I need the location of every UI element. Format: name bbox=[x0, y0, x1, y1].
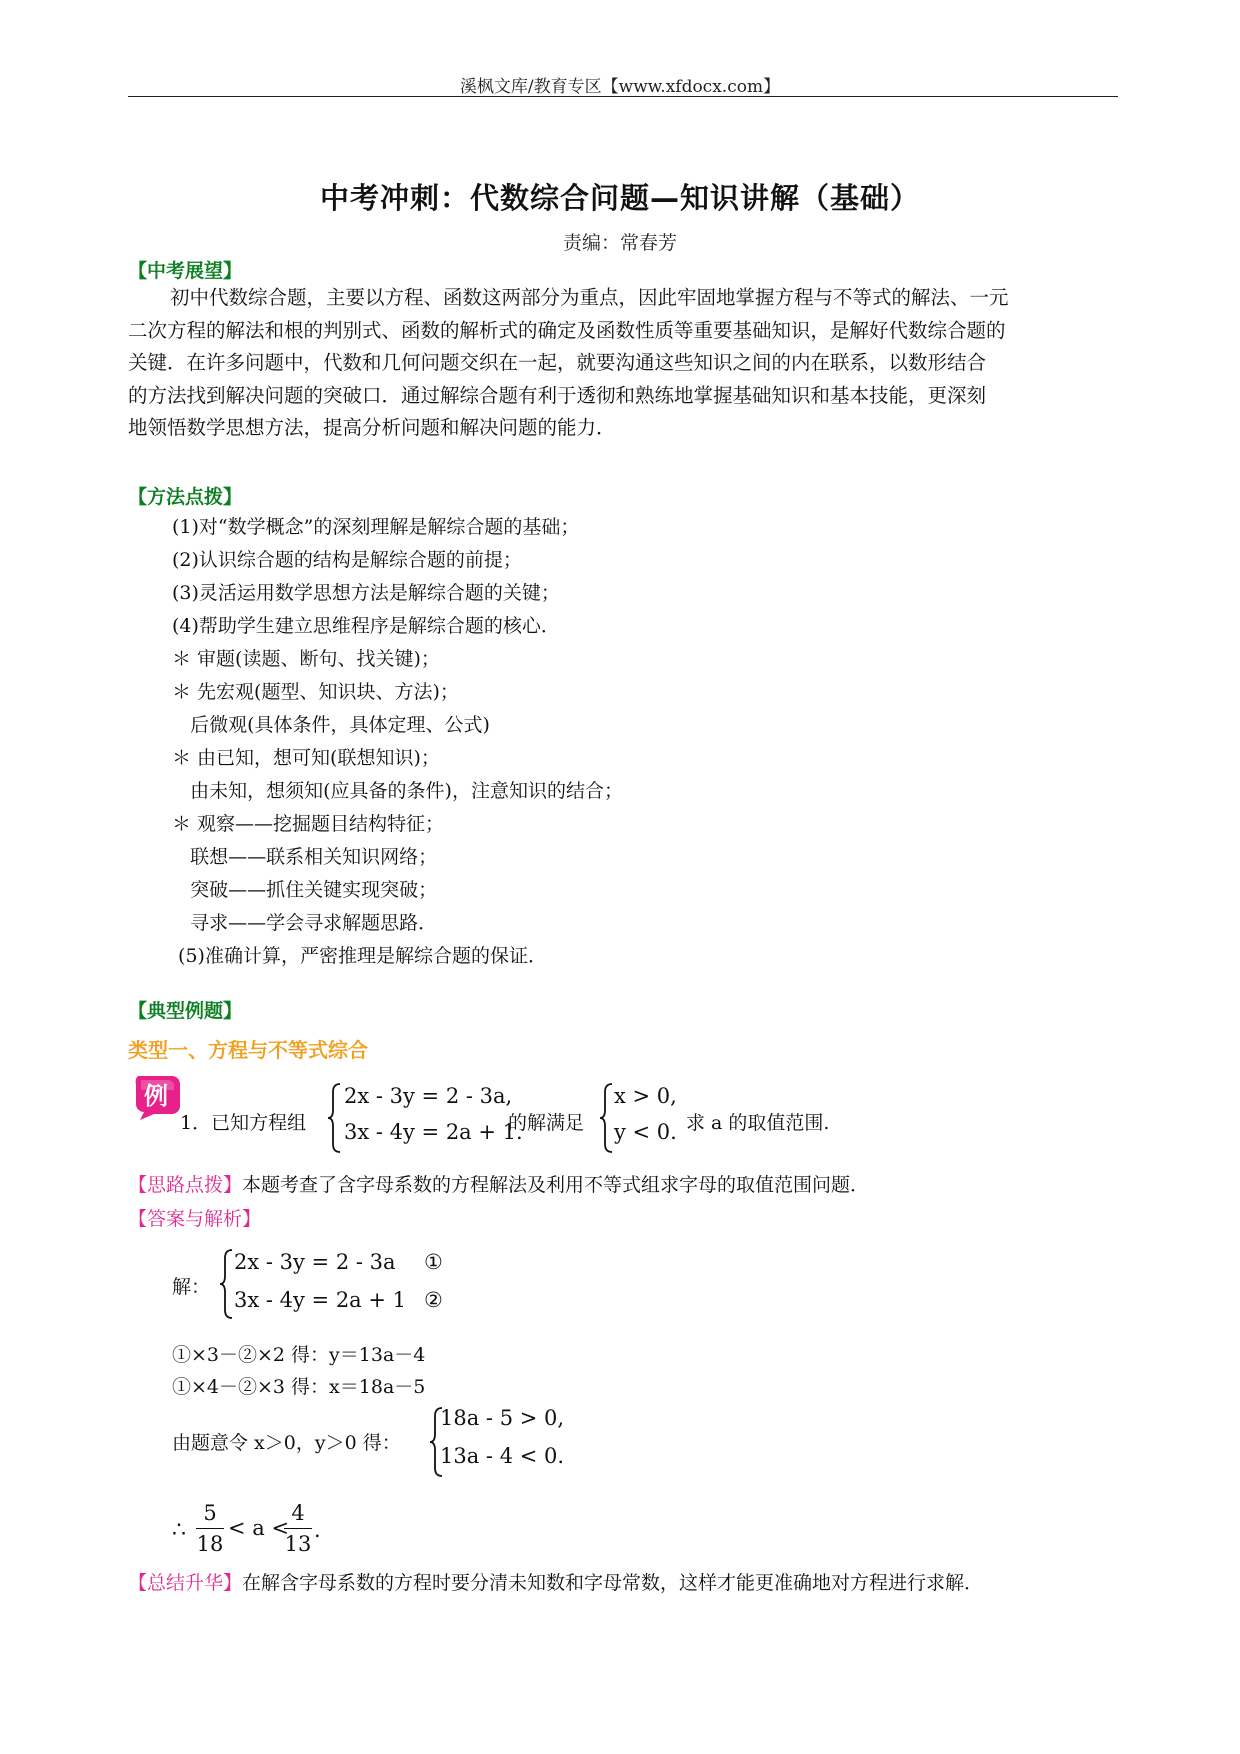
type-heading: 类型一、方程与不等式综合 bbox=[128, 1038, 368, 1062]
fraction-lower bbox=[196, 1500, 224, 1557]
outlook-line: 二次方程的解法和根的判别式、函数的解析式的确定及函数性质等重要基础知识，是解好代数综合题的 bbox=[128, 318, 1006, 342]
fraction-upper-num: 4 bbox=[291, 1501, 305, 1525]
solution-step3-prefix: 由题意令 x＞0，y＞0 得： bbox=[172, 1432, 401, 1454]
solution-eq1: 2x - 3y = 2 - 3a bbox=[234, 1250, 396, 1274]
question-mid: 的解满足 bbox=[508, 1112, 585, 1134]
solution-step1: ①×3－②×2 得：y＝13a－4 bbox=[172, 1344, 426, 1366]
badge-char: 例 bbox=[144, 1082, 168, 1110]
list-item: (4)帮助学生建立思维程序是解综合题的核心． bbox=[172, 615, 560, 637]
list-item: 由未知，想须知(应具备的条件)，注意知识的结合； bbox=[172, 780, 623, 802]
question-prefix: 1．已知方程组 bbox=[180, 1112, 307, 1134]
list-item: 联想——联系相关知识网络； bbox=[172, 846, 438, 868]
condition-2: y < 0. bbox=[614, 1120, 677, 1144]
list-item: ＊ 观察——挖掘题目结构特征； bbox=[172, 813, 445, 835]
system-eq2: 3x - 4y = 2a + 1. bbox=[344, 1120, 523, 1144]
solution-eq2: 3x - 4y = 2a + 1 bbox=[234, 1288, 407, 1312]
summary-line bbox=[128, 1568, 983, 1595]
fraction-lower-den: 18 bbox=[196, 1532, 224, 1556]
outlook-line: 的方法找到解决问题的突破口．通过解综合题有利于透彻和熟练地掌握基础知识和基本技能，更深刻 bbox=[128, 383, 987, 407]
eq2-marker: ② bbox=[424, 1288, 443, 1312]
list-item: (5)准确计算，严密推理是解综合题的保证． bbox=[172, 945, 547, 967]
inequality-2: 13a - 4 < 0. bbox=[440, 1444, 565, 1468]
solution-step2: ①×4－②×3 得：x＝18a－5 bbox=[172, 1376, 426, 1398]
outlook-line: 地领悟数学思想方法，提高分析问题和解决问题的能力． bbox=[128, 416, 616, 440]
outlook-heading: 【中考展望】 bbox=[128, 260, 243, 282]
outlook-paragraph bbox=[128, 282, 1118, 445]
outlook-line: 初中代数综合题，主要以方程、函数这两部分为重点，因此牢固地掌握方程与不等式的解法、一元 bbox=[170, 286, 1009, 309]
list-item: 寻求——学会寻求解题思路． bbox=[172, 912, 438, 934]
list-item: ＊ 审题(读题、断句、找关键)； bbox=[172, 648, 440, 670]
examples-heading: 【典型例题】 bbox=[128, 1000, 243, 1022]
fraction-lower-num: 5 bbox=[203, 1501, 217, 1525]
page-title: 中考冲刺：代数综合问题—知识讲解（基础） bbox=[319, 181, 920, 215]
result-end-dot: . bbox=[314, 1518, 321, 1542]
question-suffix: 求 a 的取值范围. bbox=[686, 1112, 830, 1134]
system-eq1: 2x - 3y = 2 - 3a, bbox=[344, 1084, 513, 1108]
solution-prefix: 解： bbox=[172, 1276, 211, 1298]
fraction-upper-den: 13 bbox=[284, 1532, 312, 1556]
outlook-line: 关键．在许多问题中，代数和几何问题交织在一起，就要沟通这些知识之间的内在联系，以数形结合 bbox=[128, 351, 987, 375]
header-divider bbox=[128, 96, 1118, 97]
example-badge bbox=[132, 1072, 182, 1122]
example-badge-icon bbox=[132, 1072, 182, 1122]
condition-1: x > 0, bbox=[614, 1084, 677, 1108]
list-item: (3)灵活运用数学思想方法是解综合题的关键； bbox=[172, 582, 560, 604]
hint-label: 【思路点拨】 bbox=[128, 1174, 243, 1196]
result-relation: < a < bbox=[228, 1516, 290, 1540]
site-header: 溪枫文库/教育专区【www.xfdocx.com】 bbox=[459, 77, 781, 97]
methods-heading: 【方法点拨】 bbox=[128, 486, 243, 508]
list-item: (2)认识综合题的结构是解综合题的前提； bbox=[172, 549, 522, 571]
left-brace-icon bbox=[598, 1082, 614, 1154]
fraction-upper bbox=[284, 1500, 312, 1557]
editor-line: 责编：常春芳 bbox=[562, 232, 677, 254]
summary-text: 在解含字母系数的方程时要分清未知数和字母常数，这样才能更准确地对方程进行求解． bbox=[242, 1572, 984, 1594]
hint-line bbox=[128, 1170, 869, 1197]
left-brace-icon bbox=[218, 1248, 234, 1320]
inequality-1: 18a - 5 > 0, bbox=[440, 1406, 565, 1430]
list-item: (1)对“数学概念”的深刻理解是解综合题的基础； bbox=[172, 516, 580, 538]
list-item: 后微观(具体条件，具体定理、公式) bbox=[172, 714, 490, 736]
list-item: ＊ 先宏观(题型、知识块、方法)； bbox=[172, 681, 459, 703]
summary-label: 【总结升华】 bbox=[128, 1572, 243, 1594]
left-brace-icon bbox=[326, 1082, 342, 1154]
answer-label: 【答案与解析】 bbox=[128, 1208, 262, 1230]
list-item: 突破——抓住关键实现突破； bbox=[172, 879, 438, 901]
therefore-symbol: ∴ bbox=[172, 1518, 186, 1543]
hint-text: 本题考查了含字母系数的方程解法及利用不等式组求字母的取值范围问题． bbox=[242, 1174, 870, 1196]
list-item: ＊ 由已知，想可知(联想知识)； bbox=[172, 747, 440, 769]
eq1-marker: ① bbox=[424, 1250, 443, 1274]
